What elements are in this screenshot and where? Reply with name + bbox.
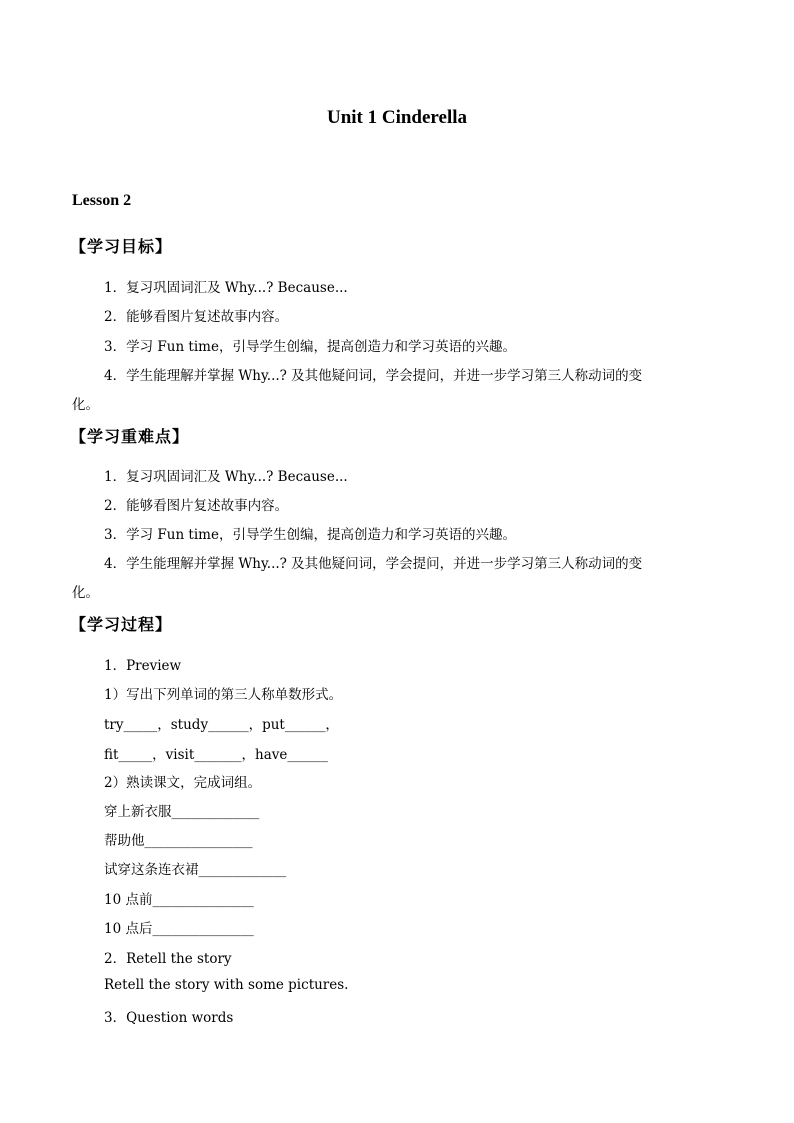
section-heading-objectives: 【学习目标】 <box>70 237 173 256</box>
process-line: Retell the story with some pictures. <box>104 977 349 993</box>
objective-item-4: 4．学生能理解并掌握 Why...? 及其他疑问词，学会提问，并进一步学习第三人称动词的变 <box>104 368 643 384</box>
objective-item-1: 1．复习巩固词汇及 Why...? Because... <box>104 280 348 296</box>
lesson-label: Lesson 2 <box>72 192 132 209</box>
process-line: 2．Retell the story <box>104 951 232 967</box>
fill-blank-line: try_____，study______，put______， <box>104 717 339 733</box>
objective-item-4-cont: 化。 <box>72 397 99 413</box>
key-point-item-2: 2．能够看图片复述故事内容。 <box>104 498 289 514</box>
phrase-blank-line: 试穿这条连衣裙_____________ <box>104 862 287 878</box>
process-line: 1．Preview <box>104 658 182 674</box>
key-point-item-4-cont: 化。 <box>72 585 99 601</box>
key-point-item-3: 3．学习 Fun time，引导学生创编，提高创造力和学习英语的兴趣。 <box>104 527 516 543</box>
fill-blank-line: fit_____，visit_______，have______ <box>104 747 328 763</box>
objective-item-3: 3．学习 Fun time，引导学生创编，提高创造力和学习英语的兴趣。 <box>104 339 516 355</box>
key-point-item-4: 4．学生能理解并掌握 Why...? 及其他疑问词，学会提问，并进一步学习第三人称动词的变 <box>104 556 643 572</box>
process-line: 1）写出下列单词的第三人称单数形式。 <box>104 687 343 703</box>
phrase-blank-line: 10 点后_______________ <box>104 921 254 937</box>
phrase-blank-line: 10 点前_______________ <box>104 892 254 908</box>
phrase-blank-line: 帮助他________________ <box>104 833 253 849</box>
process-line: 3．Question words <box>104 1010 234 1026</box>
page-title: Unit 1 Cinderella <box>326 107 468 128</box>
section-heading-key-points: 【学习重难点】 <box>70 427 190 446</box>
key-point-item-1: 1．复习巩固词汇及 Why...? Because... <box>104 469 348 485</box>
objective-item-2: 2．能够看图片复述故事内容。 <box>104 309 289 325</box>
phrase-blank-line: 穿上新衣服_____________ <box>104 804 260 820</box>
section-heading-process: 【学习过程】 <box>70 615 173 634</box>
process-line: 2）熟读课文，完成词组。 <box>104 775 262 791</box>
